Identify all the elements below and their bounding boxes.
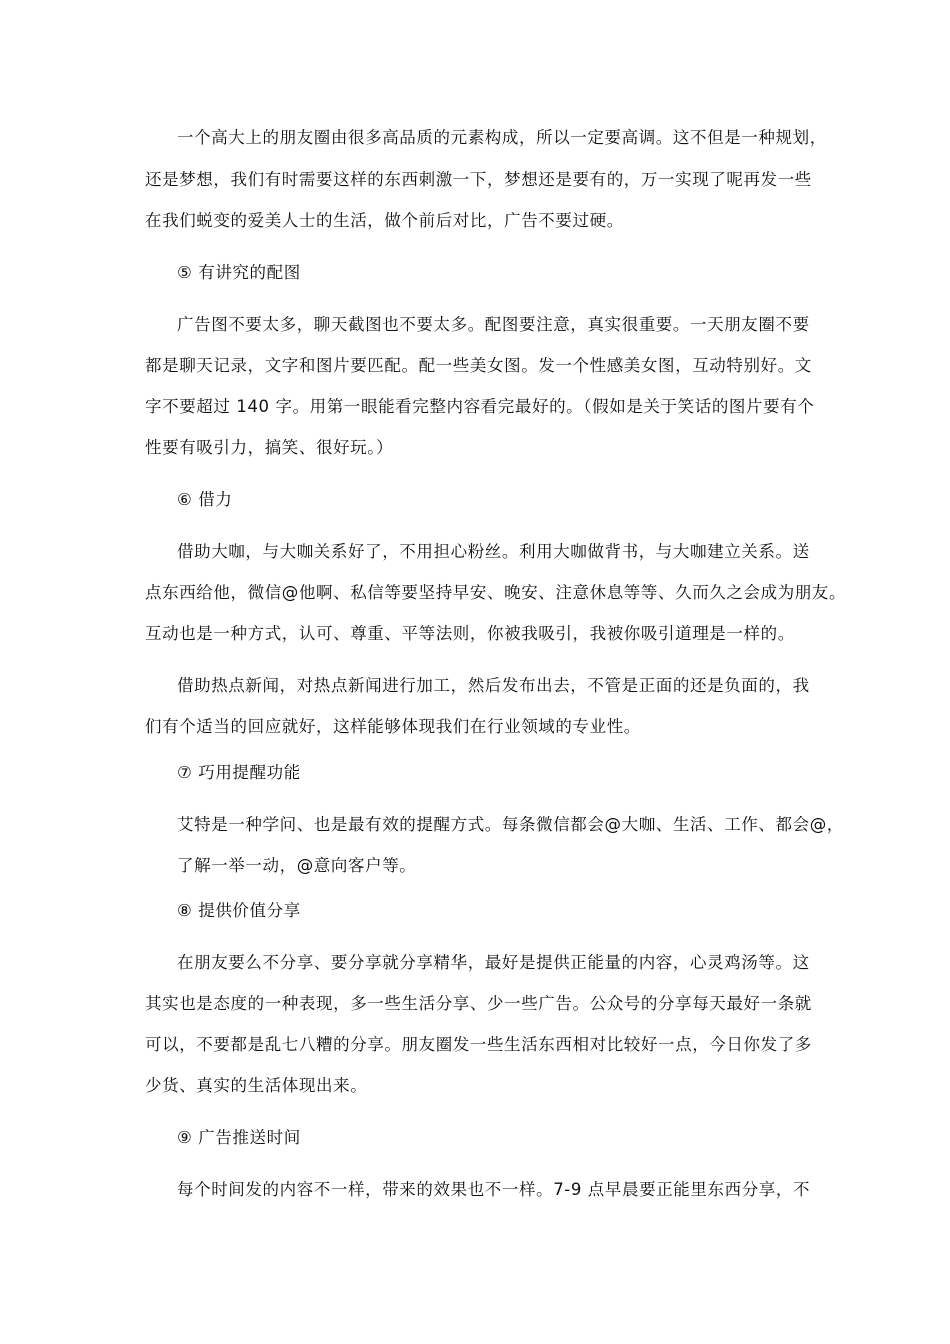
section-heading: ⑥ 借力 (177, 490, 233, 509)
paragraph-line: 少货、真实的生活体现出来。 (145, 1076, 368, 1095)
paragraph-line: 艾特是一种学问、也是最有效的提醒方式。每条微信都会@大咖、生活、工作、都会@， (177, 815, 844, 834)
paragraph-line: 都是聊天记录，文字和图片要匹配。配一些美女图。发一个性感美女图，互动特别好。文 (145, 356, 812, 375)
paragraph-line: 借助热点新闻，对热点新闻进行加工，然后发布出去，不管是正面的还是负面的，我 (177, 676, 810, 695)
paragraph-line: 性要有吸引力，搞笑、很好玩。） (145, 438, 394, 457)
paragraph-line: 了解一举一动，@意向客户等。 (177, 856, 417, 875)
paragraph-line: 字不要超过 140 字。用第一眼能看完整内容看完最好的。（假如是关于笑话的图片要有个 (145, 397, 815, 416)
paragraph-line: 们有个适当的回应就好，这样能够体现我们在行业领域的专业性。 (145, 717, 641, 736)
section-heading: ⑦ 巧用提醒功能 (177, 763, 301, 782)
section-heading: ⑨ 广告推送时间 (177, 1128, 301, 1147)
section-heading: ⑧ 提供价值分享 (177, 901, 301, 920)
paragraph-line: 每个时间发的内容不一样，带来的效果也不一样。7-9 点早晨要正能里东西分享，不 (177, 1180, 811, 1199)
paragraph-line: 点东西给他，微信@他啊、私信等要坚持早安、晚安、注意休息等等、久而久之会成为朋友。 (145, 583, 847, 602)
paragraph-line: 一个高大上的朋友圈由很多高品质的元素构成，所以一定要高调。这不但是一种规划， (177, 128, 827, 147)
paragraph-line: 借助大咖，与大咖关系好了，不用担心粉丝。利用大咖做背书，与大咖建立关系。送 (177, 542, 810, 561)
paragraph-line: 互动也是一种方式，认可、尊重、平等法则，你被我吸引，我被你吸引道理是一样的。 (145, 624, 795, 643)
paragraph-line: 还是梦想，我们有时需要这样的东西刺激一下，梦想还是要有的，万一实现了呢再发一些 (145, 170, 812, 189)
paragraph-line: 广告图不要太多，聊天截图也不要太多。配图要注意，真实很重要。一天朋友圈不要 (177, 315, 810, 334)
section-heading: ⑤ 有讲究的配图 (177, 263, 301, 282)
paragraph-line: 在朋友要么不分享、要分享就分享精华，最好是提供正能量的内容，心灵鸡汤等。这 (177, 953, 810, 972)
paragraph-line: 其实也是态度的一种表现，多一些生活分享、少一些广告。公众号的分享每天最好一条就 (145, 994, 812, 1013)
paragraph-line: 在我们蜕变的爱美人士的生活，做个前后对比，广告不要过硬。 (145, 211, 624, 230)
paragraph-line: 可以，不要都是乱七八糟的分享。朋友圈发一些生活东西相对比较好一点，今日你发了多 (145, 1035, 812, 1054)
